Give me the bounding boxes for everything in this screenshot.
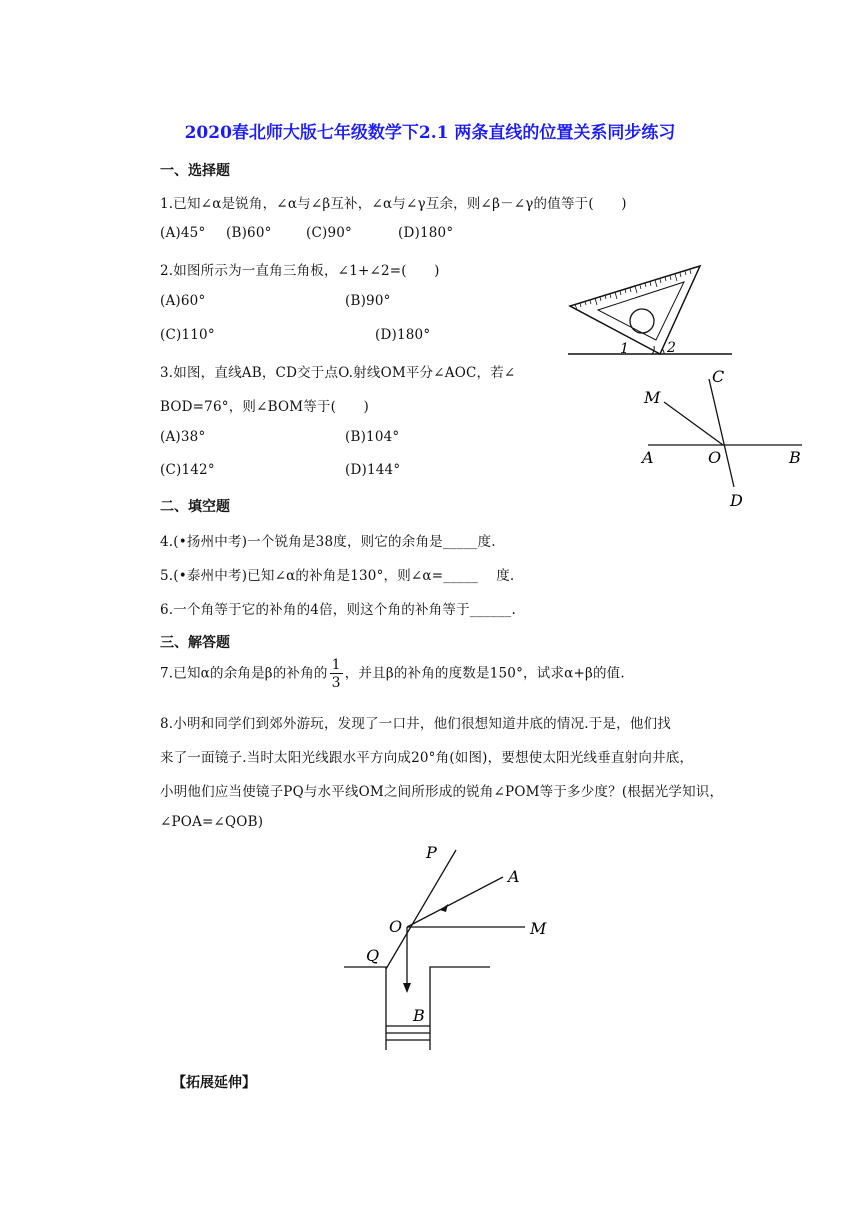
point-q-label: Q [366, 946, 380, 965]
section-choice: 一、选择题 [160, 163, 230, 179]
point-b-label: B [789, 448, 801, 467]
point-c-label: C [712, 367, 725, 386]
section-fill: 二、填空题 [160, 499, 230, 515]
q1-option-d: (D)180° [398, 225, 454, 241]
triangle-outline [570, 266, 700, 354]
triangle-hole [630, 309, 654, 333]
q1-stem: 1.已知∠α是锐角，∠α与∠β互补，∠α与∠γ互余，则∠β－∠γ的值等于( ) [160, 196, 627, 212]
q3-option-d: (D)144° [345, 462, 401, 478]
ray-om [664, 402, 723, 445]
q7-fraction [330, 658, 343, 690]
q3-stem-line1: 3.如图，直线AB，CD交于点O.射线OM平分∠AOC，若∠ [160, 365, 516, 381]
point-o-label: O [708, 448, 722, 467]
intersecting-lines-figure [630, 360, 810, 515]
point-a-label: A [508, 867, 520, 886]
point-m-label: M [644, 388, 661, 407]
q7-fraction-numerator: 1 [331, 657, 341, 673]
well-right-wall [430, 967, 490, 1050]
point-m-label: M [530, 919, 547, 938]
q8-line2: 来了一面镜子.当时太阳光线跟水平方向成20°角(如图)，要想使太阳光线垂直射向井底， [160, 750, 694, 766]
section-extension: 【拓展延伸】 [172, 1075, 256, 1091]
well-left-wall [344, 967, 386, 1050]
q7-fraction-denominator: 3 [331, 675, 341, 691]
q2-stem: 2.如图所示为一直角三角板，∠1+∠2=( ) [160, 263, 440, 279]
sun-ray-ao [407, 877, 503, 927]
q4-text: 4.(•扬州中考)一个锐角是38度，则它的余角是_____度. [160, 534, 496, 550]
point-o-label: O [389, 917, 403, 936]
section-answer: 三、解答题 [160, 635, 230, 651]
well-mirror-figure [340, 840, 580, 1055]
angle-2-label: 2 [667, 340, 676, 356]
q2-option-c: (C)110° [160, 327, 215, 343]
point-a-label: A [642, 448, 654, 467]
page-title: 2020春北师大版七年级数学下2.1 两条直线的位置关系同步练习 [184, 123, 676, 143]
q7-pre: 7.已知α的余角是β的补角的 [160, 665, 328, 682]
q6-text: 6.一个角等于它的补角的4倍，则这个角的补角等于______. [160, 602, 516, 618]
q2-option-d: (D)180° [375, 327, 431, 343]
angle-1-label: 1 [620, 341, 629, 357]
q2-option-b: (B)90° [345, 293, 391, 309]
q3-option-b: (B)104° [345, 429, 400, 445]
triangle-ruler-figure [560, 260, 740, 362]
point-d-label: D [730, 491, 743, 510]
q2-option-a: (A)60° [160, 293, 206, 309]
point-p-label: P [426, 843, 437, 862]
q5-text: 5.(•泰州中考)已知∠α的补角是130°，则∠α=_____ 度. [160, 568, 515, 584]
q8-line1: 8.小明和同学们到郊外游玩，发现了一口井，他们很想知道井底的情况.于是，他们找 [160, 716, 671, 732]
ray-arrow-ob [403, 983, 411, 993]
q3-stem-line2: BOD=76°，则∠BOM等于( ) [160, 399, 370, 415]
q1-option-c: (C)90° [306, 225, 352, 241]
q3-option-a: (A)38° [160, 429, 206, 445]
q8-line4: ∠POA=∠QOB) [160, 814, 264, 830]
point-b-label: B [413, 1006, 425, 1025]
q7-text [160, 658, 625, 690]
q7-post: ，并且β的补角的度数是150°，试求α+β的值. [344, 665, 625, 682]
line-cd [709, 379, 734, 487]
q1-option-a: (A)45° [160, 225, 206, 241]
q8-line3: 小明他们应当使镜子PQ与水平线OM之间所形成的锐角∠POM等于多少度？(根据光学知识， [160, 784, 724, 800]
q3-option-c: (C)142° [160, 462, 215, 478]
q1-option-b: (B)60° [226, 225, 272, 241]
ray-arrow-ao [440, 904, 448, 912]
